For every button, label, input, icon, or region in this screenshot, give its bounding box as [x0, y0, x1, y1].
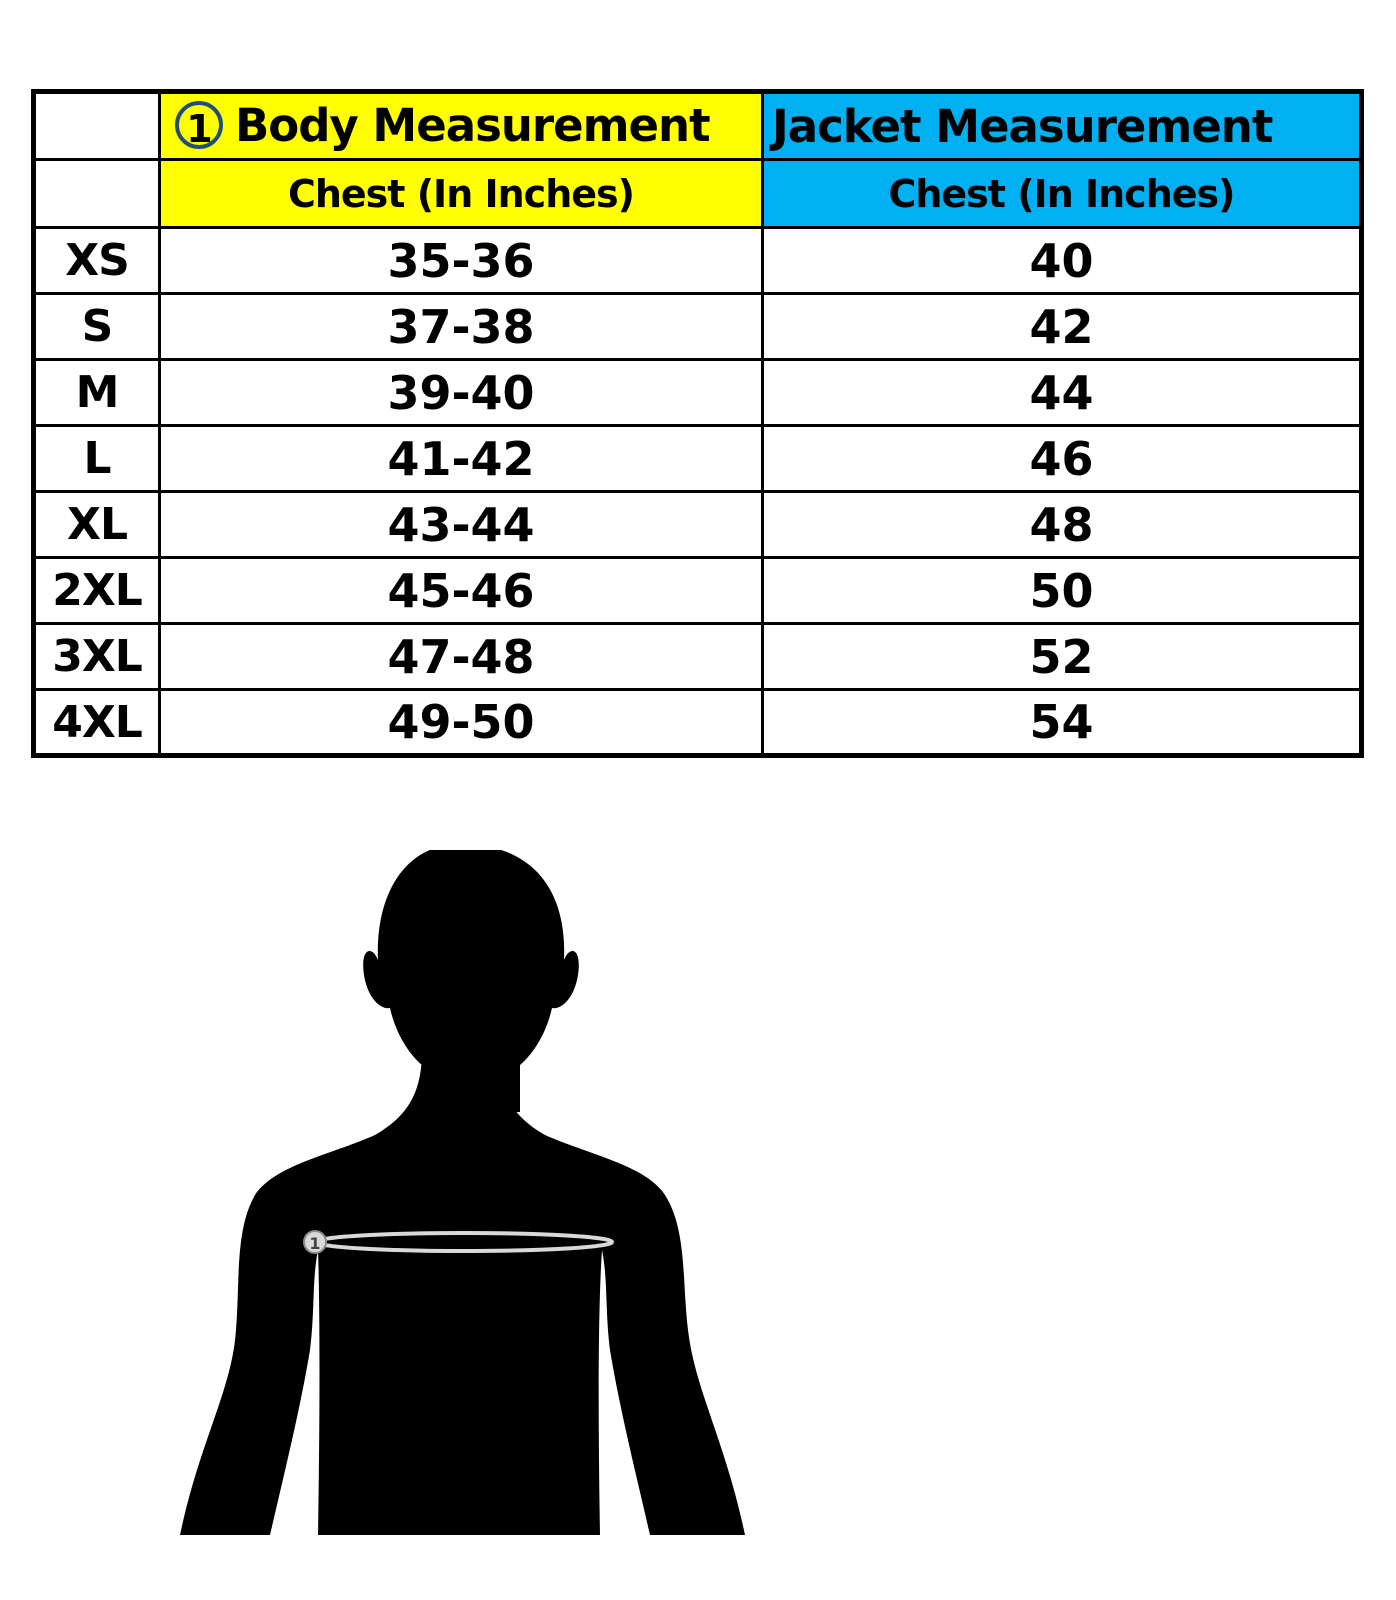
body-chest-cell: 41-42 [160, 426, 763, 492]
table-row [34, 492, 1362, 558]
corner-cell-sub [34, 160, 160, 228]
header-row [34, 92, 1362, 160]
table-row [34, 228, 1362, 294]
subheader-row [34, 160, 1362, 228]
torso-silhouette-icon [160, 850, 780, 1535]
size-cell: XL [34, 492, 160, 558]
body-chest-cell: 47-48 [160, 624, 763, 690]
table-row [34, 294, 1362, 360]
body-chest-cell: 35-36 [160, 228, 763, 294]
body-chest-subheader: Chest (In Inches) [160, 160, 763, 228]
body-chest-cell: 49-50 [160, 690, 763, 756]
table-row [34, 690, 1362, 756]
jacket-measurement-header [763, 92, 1362, 160]
body-chest-cell: 43-44 [160, 492, 763, 558]
size-chart-table [31, 89, 1364, 758]
measurement-marker-label: 1 [309, 1234, 321, 1253]
jacket-chest-cell: 46 [763, 426, 1362, 492]
body-measurement-title: Body Measurement [235, 99, 710, 152]
body-measurement-header [160, 92, 763, 160]
jacket-chest-subheader: Chest (In Inches) [763, 160, 1362, 228]
table-row [34, 624, 1362, 690]
jacket-chest-cell: 42 [763, 294, 1362, 360]
torso-shape [180, 1050, 745, 1535]
jacket-chest-cell: 44 [763, 360, 1362, 426]
corner-cell [34, 92, 160, 160]
size-cell: XS [34, 228, 160, 294]
jacket-chest-cell: 54 [763, 690, 1362, 756]
body-chest-cell: 37-38 [160, 294, 763, 360]
size-cell: 3XL [34, 624, 160, 690]
table-row [34, 426, 1362, 492]
table-row [34, 360, 1362, 426]
size-cell: 4XL [34, 690, 160, 756]
body-chest-cell: 39-40 [160, 360, 763, 426]
jacket-measurement-title: Jacket Measurement [772, 99, 1273, 153]
jacket-chest-cell: 52 [763, 624, 1362, 690]
table-row [34, 558, 1362, 624]
size-cell: S [34, 294, 160, 360]
jacket-chest-cell: 40 [763, 228, 1362, 294]
size-cell: M [34, 360, 160, 426]
jacket-chest-cell: 48 [763, 492, 1362, 558]
size-cell: L [34, 426, 160, 492]
body-chest-cell: 45-46 [160, 558, 763, 624]
jacket-chest-cell: 50 [763, 558, 1362, 624]
size-cell: 2XL [34, 558, 160, 624]
measurement-number-badge: 1 [175, 101, 223, 149]
